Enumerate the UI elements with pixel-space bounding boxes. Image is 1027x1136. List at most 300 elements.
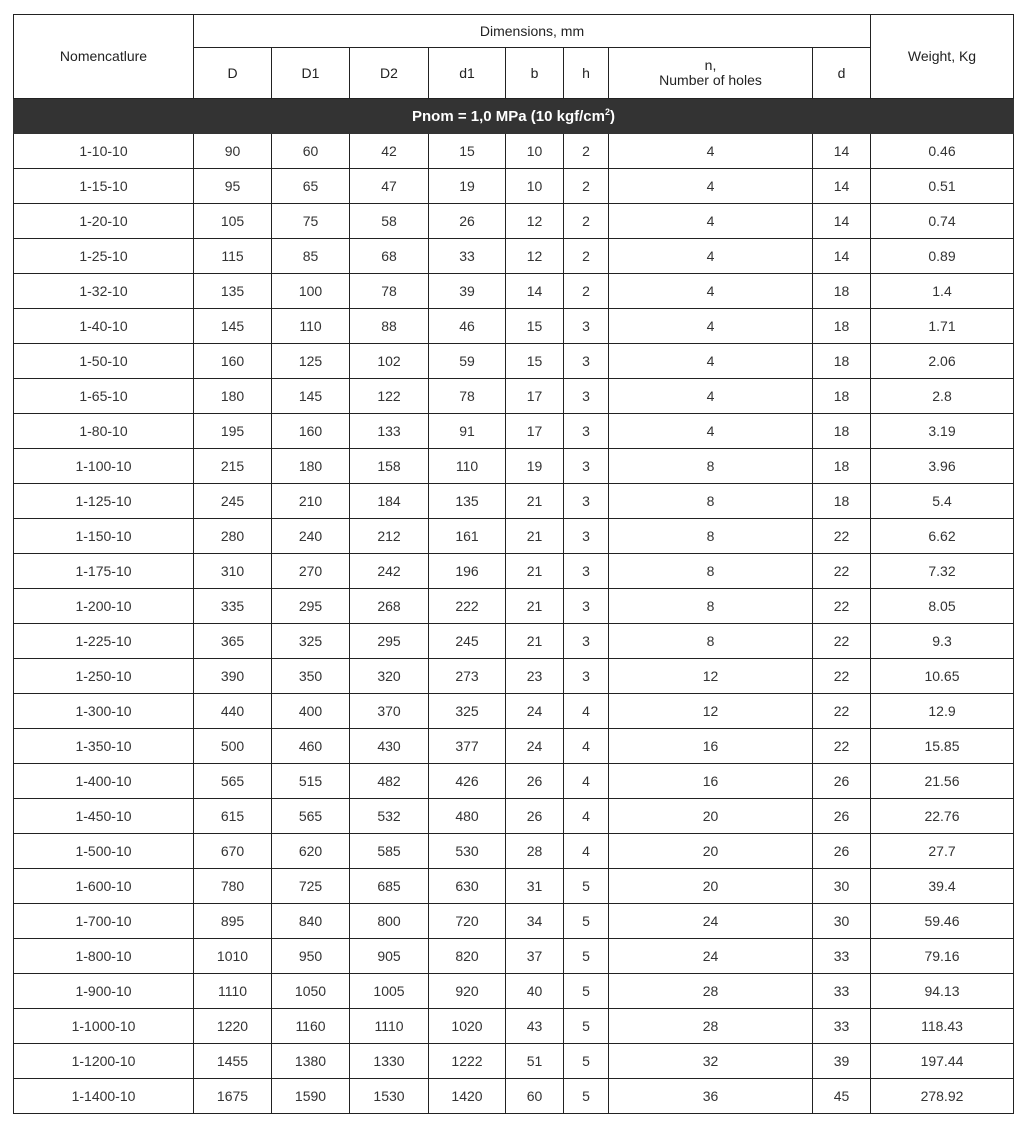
cell-nomenclature: 1-250-10 xyxy=(14,659,194,694)
cell-d: 33 xyxy=(813,1009,871,1044)
cell-d: 18 xyxy=(813,449,871,484)
cell-nomenclature: 1-500-10 xyxy=(14,834,194,869)
cell-weight: 5.4 xyxy=(871,484,1014,519)
cell-D2: 800 xyxy=(350,904,429,939)
table-row xyxy=(14,659,1014,694)
cell-D2: 78 xyxy=(350,274,429,309)
table-row xyxy=(14,1009,1014,1044)
cell-nomenclature: 1-80-10 xyxy=(14,414,194,449)
table-row xyxy=(14,344,1014,379)
cell-nomenclature: 1-1000-10 xyxy=(14,1009,194,1044)
cell-d1: 1222 xyxy=(429,1044,506,1079)
cell-weight: 27.7 xyxy=(871,834,1014,869)
cell-D2: 47 xyxy=(350,169,429,204)
header-col-b: b xyxy=(506,48,564,99)
cell-d: 30 xyxy=(813,904,871,939)
cell-nomenclature: 1-10-10 xyxy=(14,134,194,169)
cell-d: 30 xyxy=(813,869,871,904)
header-col-n: n, Number of holes xyxy=(609,48,813,99)
table-row xyxy=(14,799,1014,834)
cell-h: 3 xyxy=(564,449,609,484)
cell-n: 32 xyxy=(609,1044,813,1079)
cell-weight: 3.19 xyxy=(871,414,1014,449)
header-col-D2: D2 xyxy=(350,48,429,99)
cell-b: 15 xyxy=(506,309,564,344)
table-row xyxy=(14,519,1014,554)
cell-h: 3 xyxy=(564,484,609,519)
cell-h: 3 xyxy=(564,379,609,414)
cell-h: 5 xyxy=(564,869,609,904)
header-dimensions-group: Dimensions, mm xyxy=(194,15,871,48)
cell-d1: 920 xyxy=(429,974,506,1009)
cell-h: 3 xyxy=(564,519,609,554)
cell-D1: 110 xyxy=(272,309,350,344)
cell-d1: 78 xyxy=(429,379,506,414)
cell-D1: 840 xyxy=(272,904,350,939)
cell-h: 5 xyxy=(564,974,609,1009)
cell-b: 21 xyxy=(506,554,564,589)
cell-D1: 1590 xyxy=(272,1079,350,1114)
cell-weight: 21.56 xyxy=(871,764,1014,799)
cell-D: 180 xyxy=(194,379,272,414)
cell-b: 17 xyxy=(506,379,564,414)
cell-n: 8 xyxy=(609,449,813,484)
cell-D1: 240 xyxy=(272,519,350,554)
cell-weight: 15.85 xyxy=(871,729,1014,764)
cell-D: 895 xyxy=(194,904,272,939)
cell-b: 10 xyxy=(506,169,564,204)
cell-D: 1110 xyxy=(194,974,272,1009)
cell-h: 5 xyxy=(564,1009,609,1044)
cell-D: 1455 xyxy=(194,1044,272,1079)
cell-D2: 905 xyxy=(350,939,429,974)
cell-b: 12 xyxy=(506,204,564,239)
cell-d: 33 xyxy=(813,974,871,1009)
cell-d1: 33 xyxy=(429,239,506,274)
cell-d: 33 xyxy=(813,939,871,974)
cell-d1: 39 xyxy=(429,274,506,309)
cell-b: 21 xyxy=(506,624,564,659)
cell-n: 4 xyxy=(609,309,813,344)
cell-n: 20 xyxy=(609,869,813,904)
cell-D1: 125 xyxy=(272,344,350,379)
cell-D: 145 xyxy=(194,309,272,344)
cell-weight: 197.44 xyxy=(871,1044,1014,1079)
pressure-label-text: Pnom = 1,0 MPa (10 kgf/cm xyxy=(411,107,605,125)
cell-D: 245 xyxy=(194,484,272,519)
cell-d1: 426 xyxy=(429,764,506,799)
cell-d: 39 xyxy=(813,1044,871,1079)
cell-h: 3 xyxy=(564,589,609,624)
cell-weight: 2.8 xyxy=(871,379,1014,414)
cell-d1: 630 xyxy=(429,869,506,904)
section-band xyxy=(14,99,1014,134)
cell-d1: 26 xyxy=(429,204,506,239)
cell-d: 26 xyxy=(813,764,871,799)
cell-d1: 720 xyxy=(429,904,506,939)
cell-b: 26 xyxy=(506,799,564,834)
table-row xyxy=(14,134,1014,169)
cell-D1: 180 xyxy=(272,449,350,484)
cell-d1: 196 xyxy=(429,554,506,589)
cell-d: 22 xyxy=(813,554,871,589)
cell-nomenclature: 1-800-10 xyxy=(14,939,194,974)
table-row xyxy=(14,379,1014,414)
cell-D2: 1005 xyxy=(350,974,429,1009)
cell-nomenclature: 1-150-10 xyxy=(14,519,194,554)
cell-D: 565 xyxy=(194,764,272,799)
cell-weight: 10.65 xyxy=(871,659,1014,694)
cell-D2: 242 xyxy=(350,554,429,589)
cell-D2: 1530 xyxy=(350,1079,429,1114)
cell-d1: 273 xyxy=(429,659,506,694)
cell-D1: 295 xyxy=(272,589,350,624)
cell-D: 365 xyxy=(194,624,272,659)
cell-b: 21 xyxy=(506,589,564,624)
cell-D1: 145 xyxy=(272,379,350,414)
table-row xyxy=(14,939,1014,974)
cell-b: 26 xyxy=(506,764,564,799)
cell-d1: 1420 xyxy=(429,1079,506,1114)
cell-D2: 158 xyxy=(350,449,429,484)
header-nomenclature: Nomencatlure xyxy=(14,15,194,99)
cell-D2: 430 xyxy=(350,729,429,764)
cell-h: 2 xyxy=(564,204,609,239)
cell-nomenclature: 1-50-10 xyxy=(14,344,194,379)
cell-nomenclature: 1-175-10 xyxy=(14,554,194,589)
cell-weight: 6.62 xyxy=(871,519,1014,554)
cell-d: 22 xyxy=(813,589,871,624)
table-row xyxy=(14,764,1014,799)
cell-D2: 685 xyxy=(350,869,429,904)
cell-D2: 482 xyxy=(350,764,429,799)
cell-nomenclature: 1-300-10 xyxy=(14,694,194,729)
cell-d: 45 xyxy=(813,1079,871,1114)
cell-weight: 0.51 xyxy=(871,169,1014,204)
cell-D2: 42 xyxy=(350,134,429,169)
cell-b: 19 xyxy=(506,449,564,484)
cell-weight: 2.06 xyxy=(871,344,1014,379)
cell-n: 24 xyxy=(609,939,813,974)
table-row xyxy=(14,694,1014,729)
cell-D: 105 xyxy=(194,204,272,239)
cell-weight: 59.46 xyxy=(871,904,1014,939)
cell-n: 28 xyxy=(609,974,813,1009)
cell-d: 14 xyxy=(813,204,871,239)
cell-D1: 725 xyxy=(272,869,350,904)
cell-weight: 0.74 xyxy=(871,204,1014,239)
cell-d: 18 xyxy=(813,309,871,344)
cell-nomenclature: 1-65-10 xyxy=(14,379,194,414)
table-row xyxy=(14,624,1014,659)
table-row xyxy=(14,239,1014,274)
cell-h: 4 xyxy=(564,799,609,834)
cell-D2: 320 xyxy=(350,659,429,694)
cell-n: 24 xyxy=(609,904,813,939)
cell-nomenclature: 1-225-10 xyxy=(14,624,194,659)
cell-D1: 565 xyxy=(272,799,350,834)
cell-D1: 1380 xyxy=(272,1044,350,1079)
cell-h: 5 xyxy=(564,904,609,939)
cell-nomenclature: 1-25-10 xyxy=(14,239,194,274)
cell-D1: 210 xyxy=(272,484,350,519)
cell-D1: 350 xyxy=(272,659,350,694)
cell-D: 440 xyxy=(194,694,272,729)
cell-d: 26 xyxy=(813,799,871,834)
cell-d1: 19 xyxy=(429,169,506,204)
cell-D2: 68 xyxy=(350,239,429,274)
cell-d: 22 xyxy=(813,519,871,554)
cell-d1: 135 xyxy=(429,484,506,519)
cell-b: 10 xyxy=(506,134,564,169)
cell-n: 4 xyxy=(609,414,813,449)
cell-D: 135 xyxy=(194,274,272,309)
cell-D: 310 xyxy=(194,554,272,589)
cell-b: 24 xyxy=(506,729,564,764)
cell-d1: 820 xyxy=(429,939,506,974)
header-col-D1: D1 xyxy=(272,48,350,99)
cell-b: 51 xyxy=(506,1044,564,1079)
pressure-label-superscript: 2 xyxy=(604,106,610,117)
cell-D: 670 xyxy=(194,834,272,869)
cell-n: 8 xyxy=(609,519,813,554)
cell-b: 40 xyxy=(506,974,564,1009)
cell-D2: 212 xyxy=(350,519,429,554)
cell-h: 2 xyxy=(564,169,609,204)
cell-b: 24 xyxy=(506,694,564,729)
table-row xyxy=(14,274,1014,309)
cell-d: 26 xyxy=(813,834,871,869)
cell-weight: 8.05 xyxy=(871,589,1014,624)
cell-D1: 1050 xyxy=(272,974,350,1009)
cell-h: 5 xyxy=(564,1079,609,1114)
cell-D1: 65 xyxy=(272,169,350,204)
cell-weight: 12.9 xyxy=(871,694,1014,729)
cell-n: 16 xyxy=(609,764,813,799)
cell-weight: 1.4 xyxy=(871,274,1014,309)
cell-n: 8 xyxy=(609,554,813,589)
cell-b: 37 xyxy=(506,939,564,974)
cell-D1: 160 xyxy=(272,414,350,449)
cell-d1: 161 xyxy=(429,519,506,554)
cell-n: 20 xyxy=(609,834,813,869)
cell-d: 22 xyxy=(813,624,871,659)
cell-d: 14 xyxy=(813,169,871,204)
cell-b: 17 xyxy=(506,414,564,449)
cell-h: 3 xyxy=(564,659,609,694)
cell-n: 12 xyxy=(609,694,813,729)
cell-n: 4 xyxy=(609,344,813,379)
cell-d1: 377 xyxy=(429,729,506,764)
cell-D: 115 xyxy=(194,239,272,274)
cell-nomenclature: 1-400-10 xyxy=(14,764,194,799)
cell-D1: 270 xyxy=(272,554,350,589)
cell-nomenclature: 1-700-10 xyxy=(14,904,194,939)
cell-d1: 480 xyxy=(429,799,506,834)
cell-D1: 620 xyxy=(272,834,350,869)
cell-weight: 39.4 xyxy=(871,869,1014,904)
table-row xyxy=(14,589,1014,624)
cell-nomenclature: 1-350-10 xyxy=(14,729,194,764)
header-col-d1: d1 xyxy=(429,48,506,99)
cell-D: 615 xyxy=(194,799,272,834)
cell-n: 28 xyxy=(609,1009,813,1044)
cell-D1: 515 xyxy=(272,764,350,799)
cell-b: 60 xyxy=(506,1079,564,1114)
cell-D2: 102 xyxy=(350,344,429,379)
cell-d: 18 xyxy=(813,274,871,309)
table-row xyxy=(14,869,1014,904)
cell-h: 5 xyxy=(564,939,609,974)
cell-n: 12 xyxy=(609,659,813,694)
cell-D1: 100 xyxy=(272,274,350,309)
header-weight: Weight, Kg xyxy=(871,15,1014,99)
table-row xyxy=(14,414,1014,449)
cell-nomenclature: 1-900-10 xyxy=(14,974,194,1009)
cell-weight: 1.71 xyxy=(871,309,1014,344)
table-row xyxy=(14,1079,1014,1114)
table-row xyxy=(14,449,1014,484)
cell-D: 1010 xyxy=(194,939,272,974)
table-row xyxy=(14,169,1014,204)
cell-D: 390 xyxy=(194,659,272,694)
cell-d1: 91 xyxy=(429,414,506,449)
table-row xyxy=(14,904,1014,939)
cell-D: 90 xyxy=(194,134,272,169)
cell-h: 3 xyxy=(564,309,609,344)
cell-D2: 1110 xyxy=(350,1009,429,1044)
cell-D1: 460 xyxy=(272,729,350,764)
cell-d1: 110 xyxy=(429,449,506,484)
cell-D: 780 xyxy=(194,869,272,904)
cell-n: 4 xyxy=(609,169,813,204)
pressure-label-suffix: ) xyxy=(610,107,615,125)
cell-D2: 585 xyxy=(350,834,429,869)
cell-nomenclature: 1-100-10 xyxy=(14,449,194,484)
table-row xyxy=(14,1044,1014,1079)
table-row xyxy=(14,974,1014,1009)
cell-D2: 370 xyxy=(350,694,429,729)
cell-n: 4 xyxy=(609,204,813,239)
cell-D: 95 xyxy=(194,169,272,204)
cell-d1: 15 xyxy=(429,134,506,169)
cell-D2: 184 xyxy=(350,484,429,519)
cell-D1: 325 xyxy=(272,624,350,659)
cell-b: 31 xyxy=(506,869,564,904)
cell-D: 1220 xyxy=(194,1009,272,1044)
cell-d: 22 xyxy=(813,694,871,729)
cell-n: 8 xyxy=(609,484,813,519)
cell-D1: 85 xyxy=(272,239,350,274)
table-row xyxy=(14,204,1014,239)
cell-nomenclature: 1-1200-10 xyxy=(14,1044,194,1079)
cell-D1: 950 xyxy=(272,939,350,974)
cell-D: 1675 xyxy=(194,1079,272,1114)
cell-h: 4 xyxy=(564,834,609,869)
cell-h: 3 xyxy=(564,414,609,449)
cell-nomenclature: 1-125-10 xyxy=(14,484,194,519)
cell-D: 160 xyxy=(194,344,272,379)
cell-h: 2 xyxy=(564,239,609,274)
cell-nomenclature: 1-600-10 xyxy=(14,869,194,904)
cell-D2: 122 xyxy=(350,379,429,414)
cell-b: 15 xyxy=(506,344,564,379)
cell-weight: 79.16 xyxy=(871,939,1014,974)
cell-weight: 7.32 xyxy=(871,554,1014,589)
cell-D: 335 xyxy=(194,589,272,624)
cell-h: 4 xyxy=(564,729,609,764)
header-col-D: D xyxy=(194,48,272,99)
cell-d1: 325 xyxy=(429,694,506,729)
flange-dimensions-table-container xyxy=(13,14,1014,1114)
cell-nomenclature: 1-450-10 xyxy=(14,799,194,834)
cell-D2: 268 xyxy=(350,589,429,624)
cell-weight: 94.13 xyxy=(871,974,1014,1009)
cell-b: 43 xyxy=(506,1009,564,1044)
cell-nomenclature: 1-200-10 xyxy=(14,589,194,624)
cell-b: 21 xyxy=(506,519,564,554)
cell-nomenclature: 1-20-10 xyxy=(14,204,194,239)
cell-d: 22 xyxy=(813,659,871,694)
table-header xyxy=(14,15,1014,99)
cell-h: 2 xyxy=(564,134,609,169)
cell-d: 14 xyxy=(813,239,871,274)
cell-weight: 278.92 xyxy=(871,1079,1014,1114)
cell-nomenclature: 1-1400-10 xyxy=(14,1079,194,1114)
cell-n: 4 xyxy=(609,274,813,309)
cell-D2: 295 xyxy=(350,624,429,659)
cell-n: 4 xyxy=(609,379,813,414)
header-col-d: d xyxy=(813,48,871,99)
cell-d: 18 xyxy=(813,379,871,414)
cell-nomenclature: 1-32-10 xyxy=(14,274,194,309)
cell-b: 12 xyxy=(506,239,564,274)
cell-d: 22 xyxy=(813,729,871,764)
cell-d: 18 xyxy=(813,484,871,519)
cell-nomenclature: 1-15-10 xyxy=(14,169,194,204)
cell-h: 3 xyxy=(564,554,609,589)
table-row xyxy=(14,729,1014,764)
cell-h: 3 xyxy=(564,624,609,659)
cell-D: 500 xyxy=(194,729,272,764)
cell-d1: 245 xyxy=(429,624,506,659)
cell-weight: 9.3 xyxy=(871,624,1014,659)
cell-D1: 75 xyxy=(272,204,350,239)
cell-nomenclature: 1-40-10 xyxy=(14,309,194,344)
cell-b: 14 xyxy=(506,274,564,309)
cell-b: 28 xyxy=(506,834,564,869)
cell-D2: 88 xyxy=(350,309,429,344)
cell-h: 4 xyxy=(564,694,609,729)
cell-d: 18 xyxy=(813,414,871,449)
cell-b: 21 xyxy=(506,484,564,519)
cell-n: 20 xyxy=(609,799,813,834)
cell-D1: 400 xyxy=(272,694,350,729)
table-row xyxy=(14,834,1014,869)
cell-weight: 118.43 xyxy=(871,1009,1014,1044)
cell-D2: 58 xyxy=(350,204,429,239)
cell-D2: 1330 xyxy=(350,1044,429,1079)
cell-d1: 530 xyxy=(429,834,506,869)
cell-h: 5 xyxy=(564,1044,609,1079)
cell-d1: 222 xyxy=(429,589,506,624)
cell-d1: 46 xyxy=(429,309,506,344)
cell-n: 4 xyxy=(609,239,813,274)
cell-n: 36 xyxy=(609,1079,813,1114)
flange-dimensions-table xyxy=(13,14,1014,1114)
cell-h: 3 xyxy=(564,344,609,379)
cell-h: 4 xyxy=(564,764,609,799)
